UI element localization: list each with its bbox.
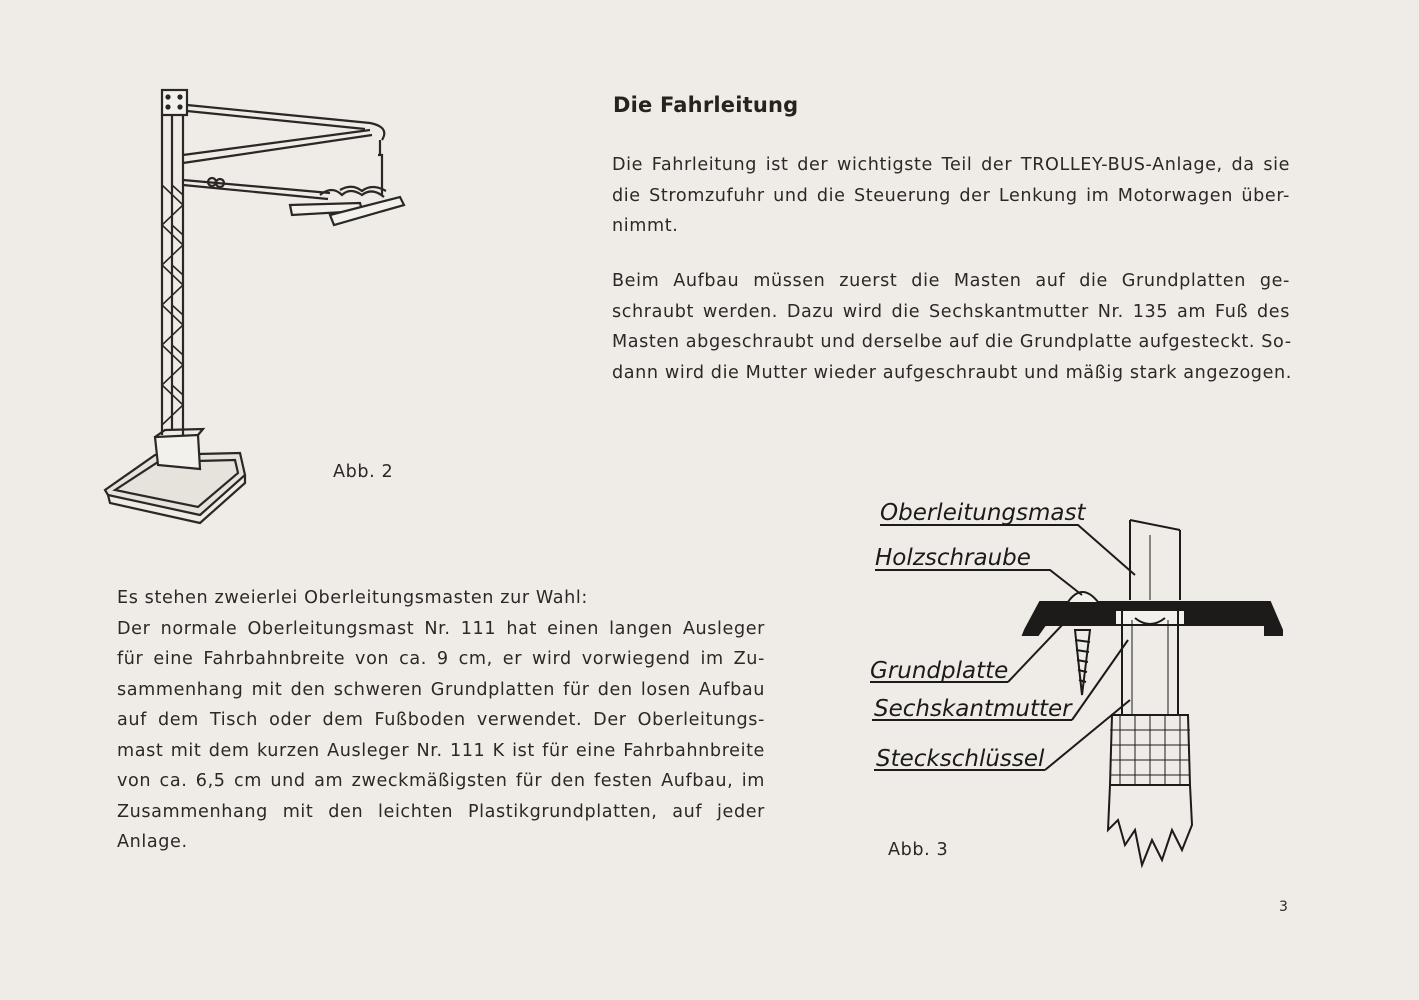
text-line: von ca. 6,5 cm und am zweckmäßigsten für den festen Aufbau, im (117, 771, 765, 791)
figure-2-caption: Abb. 2 (333, 462, 394, 482)
intro-paragraph (612, 150, 1290, 242)
cross-section-diagram (860, 490, 1290, 880)
text-line: Beim Aufbau müssen zuerst die Masten auf die Grundplatten ge- (612, 271, 1290, 291)
page-title: Die Fahrleitung (613, 93, 799, 117)
text-line: mast mit dem kurzen Ausleger Nr. 111 K ist für eine Fahrbahnbreite (117, 740, 765, 761)
page-number: 3 (1279, 899, 1288, 915)
assembly-paragraph (612, 266, 1290, 388)
figure-3-caption: Abb. 3 (888, 840, 949, 860)
label-oberleitungsmast: Oberleitungsmast (880, 500, 1086, 526)
text-line: Es stehen zweierlei Oberleitungsmasten zur Wahl: (117, 588, 588, 608)
label-steckschluessel: Steckschlüssel (876, 746, 1045, 772)
text-line: sammenhang mit den schweren Grundplatten für den losen Aufbau (117, 679, 765, 700)
text-line: Die Fahrleitung ist der wichtigste Teil der TROLLEY-BUS-Anlage, da sie (612, 155, 1290, 175)
label-sechskantmutter: Sechskantmutter (874, 696, 1072, 722)
text-line: dann wird die Mutter wieder aufgeschraubt und mäßig stark angezogen. (612, 362, 1292, 383)
mast-types-paragraph (117, 583, 765, 858)
label-grundplatte: Grundplatte (870, 658, 1009, 684)
text-line: Zusammenhang mit den leichten Plastikgrundplatten, auf jeder (117, 801, 765, 822)
text-line: Der normale Oberleitungsmast Nr. 111 hat einen langen Ausleger (117, 618, 765, 639)
text-line: Masten abgeschraubt und derselbe auf die Grundplatte aufgesteckt. So- (612, 332, 1292, 352)
text-line: nimmt. (612, 216, 679, 236)
mast-illustration (100, 85, 410, 525)
text-line: für eine Fahrbahnbreite von ca. 9 cm, er wird vorwiegend im Zu- (117, 649, 765, 669)
text-line: auf dem Tisch oder dem Fußboden verwendet. Der Oberleitungs- (117, 710, 765, 730)
label-holzschraube: Holzschraube (875, 545, 1031, 571)
text-line: schraubt werden. Dazu wird die Sechskantmutter Nr. 135 am Fuß des (612, 301, 1290, 322)
text-line: die Stromzufuhr und die Steuerung der Lenkung im Motorwagen über- (612, 185, 1290, 206)
text-line: Anlage. (117, 832, 188, 852)
